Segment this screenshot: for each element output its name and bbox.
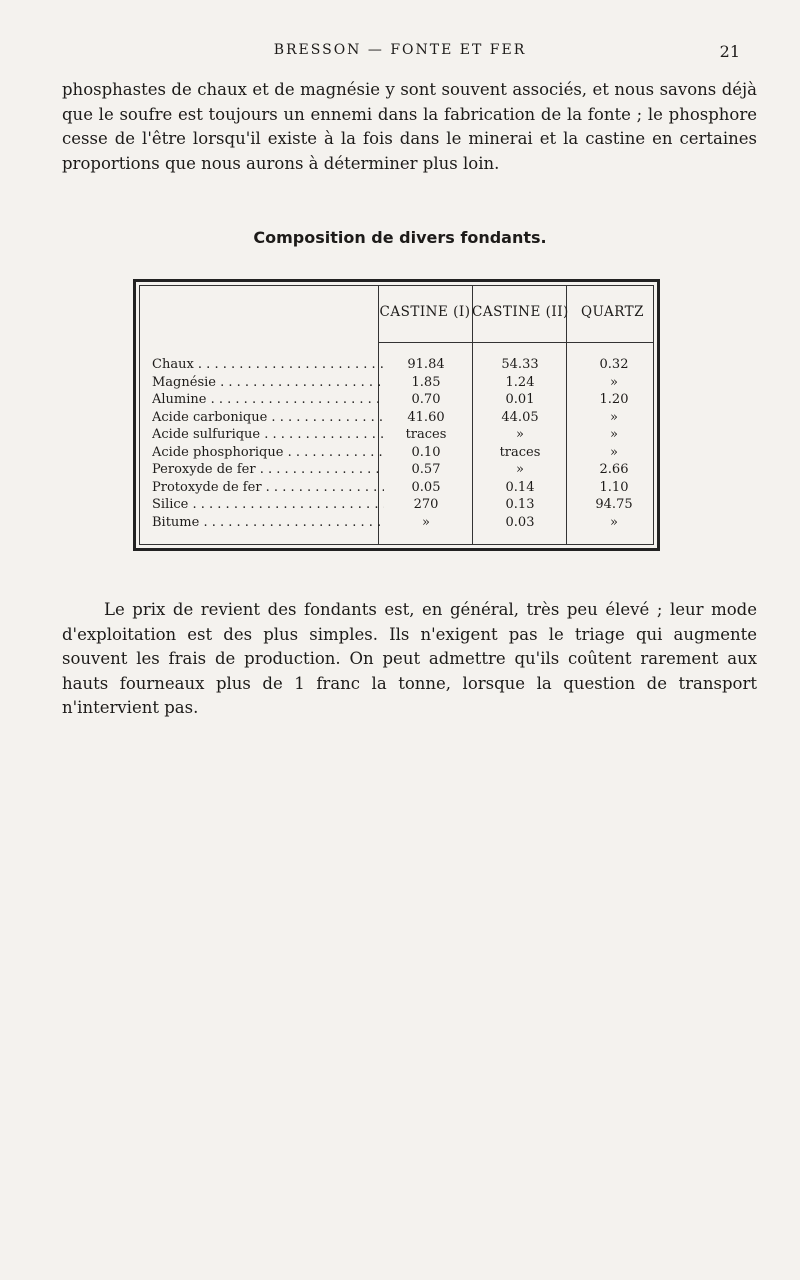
- table-cell: 0.03: [505, 514, 535, 530]
- page-number: 21: [719, 42, 740, 61]
- table-row: [140, 375, 653, 393]
- table-row: [140, 462, 653, 480]
- table-cell: 41.60: [407, 409, 445, 425]
- table-cell: »: [516, 427, 524, 442]
- table-row: [140, 410, 653, 428]
- row-label: Peroxyde de fer . . .: [152, 462, 384, 477]
- table-row: [140, 497, 653, 515]
- table-cell: 91.84: [407, 357, 445, 372]
- table-cell: 0.70: [411, 392, 441, 407]
- table-row: [140, 427, 653, 445]
- table-row: [140, 357, 653, 375]
- table-cell: »: [422, 514, 430, 530]
- table-row: [140, 445, 653, 463]
- column-header-quartz: QUARTZ: [580, 304, 645, 320]
- table-cell: 0.10: [411, 444, 441, 460]
- table-row: [140, 515, 653, 533]
- table-cell: 0.14: [505, 479, 535, 495]
- row-label: Acide sulfurique . . .: [152, 427, 384, 442]
- table-cell: 1.24: [505, 374, 535, 390]
- table-cell: 1.10: [599, 479, 629, 495]
- table-cell: 94.75: [595, 497, 633, 512]
- paragraph-intro: phosphastes de chaux et de magnésie y sont souvent associés, et nous savons déjà que le soufre est toujours un ennemi dans la fabrication de la fonte ; le phosphore cesse de l'être lorsqu'il existe à la fois dans le minerai et la castine en certaines proportions que nous aurons à déterminer plus loin.: [62, 80, 757, 173]
- row-label: Chaux . . .: [152, 357, 384, 372]
- table-cell: traces: [499, 444, 541, 460]
- composition-table: [133, 279, 660, 551]
- table-cell: 44.05: [501, 409, 539, 425]
- table-cell: 2.66: [599, 462, 629, 477]
- header-divider: [378, 342, 653, 343]
- table-cell: »: [610, 409, 618, 425]
- row-label: Acide carbonique . . .: [152, 410, 384, 425]
- table-cell: 1.85: [411, 374, 441, 390]
- table-cell: 270: [413, 497, 439, 512]
- page-header: [60, 42, 740, 66]
- table-cell: »: [610, 374, 618, 390]
- table-inner-border: [139, 285, 654, 545]
- table-row: [140, 480, 653, 498]
- row-label: Silice . . .: [152, 497, 384, 512]
- row-label: Magnésie . . .: [152, 375, 384, 390]
- table-cell: traces: [405, 427, 447, 442]
- table-cell: 0.32: [599, 357, 629, 372]
- table-cell: 0.13: [505, 497, 535, 512]
- table-cell: 0.01: [505, 392, 535, 407]
- table-body: [140, 357, 653, 532]
- paragraph-cost: Le prix de revient des fondants est, en général, très peu élevé ; leur mode d'exploitation est des plus simples. Ils n'exigent pas le triage qui augmente souvent les frais de production. On peut admettre qu'ils coûtent rarement aux hauts fourneaux plus de 1 franc la tonne, lorsque la question de transport n'intervient pas.: [62, 600, 757, 717]
- column-header-castine-2: CASTINE (II): [472, 304, 569, 320]
- table-cell: »: [516, 462, 524, 477]
- table-cell: »: [610, 444, 618, 460]
- row-label: Bitume . . .: [152, 515, 384, 530]
- table-cell: »: [610, 514, 618, 530]
- row-label: Alumine . . .: [152, 392, 384, 407]
- table-cell: »: [610, 427, 618, 442]
- table-cell: 54.33: [501, 357, 539, 372]
- running-head: BRESSON — FONTE ET FER: [273, 42, 527, 58]
- table-title: Composition de divers fondants.: [253, 228, 547, 247]
- table-cell: 0.57: [411, 462, 441, 477]
- table-row: [140, 392, 653, 410]
- table-cell: 1.20: [599, 392, 629, 407]
- row-label: Protoxyde de fer . . .: [152, 480, 384, 495]
- table-cell: 0.05: [411, 479, 441, 495]
- row-label: Acide phosphorique . . .: [152, 445, 384, 460]
- column-header-castine-1: CASTINE (I): [379, 304, 471, 320]
